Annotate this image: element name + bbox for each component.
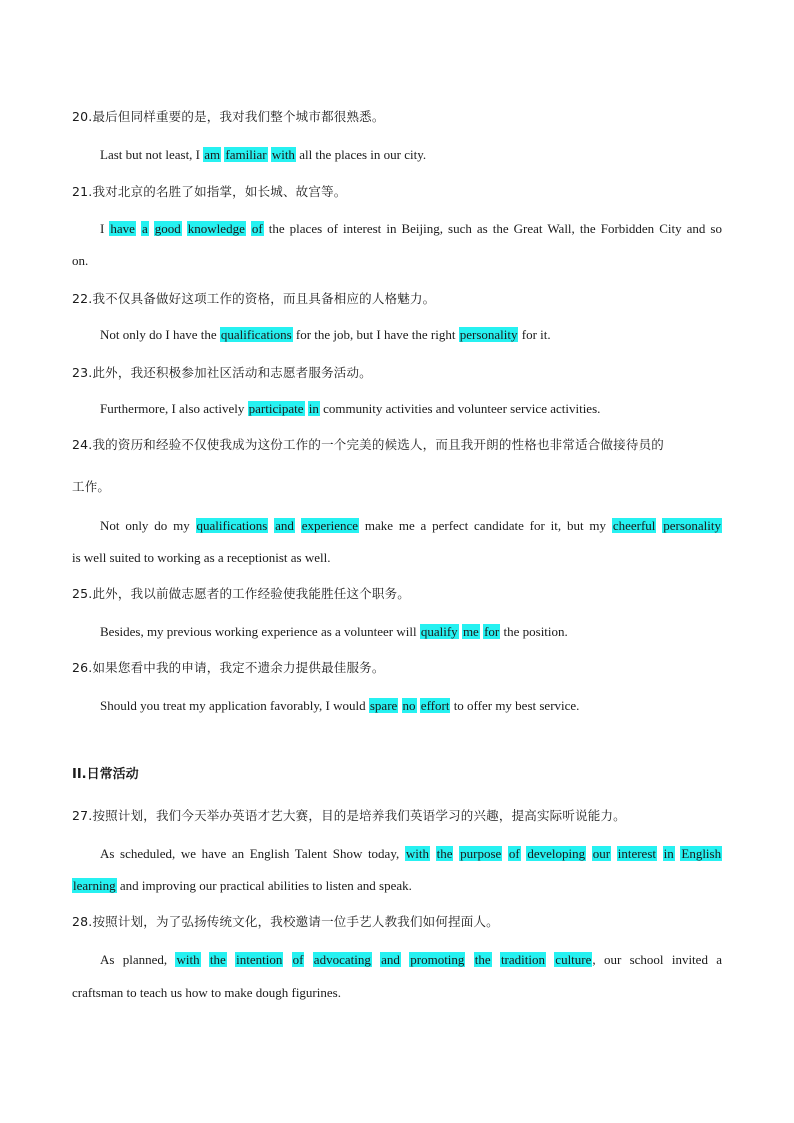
sentence-text xyxy=(401,952,409,967)
highlighted-phrase: no xyxy=(402,698,416,713)
sentence-text: Not only do my xyxy=(100,518,196,533)
english-translation xyxy=(100,326,722,343)
english-translation xyxy=(100,400,722,417)
sentence-text: make me a perfect candidate for it, but my xyxy=(359,518,612,533)
sentence-text xyxy=(201,952,209,967)
english-translation xyxy=(100,697,722,714)
sentence-text: Should you treat my application favorably, I would xyxy=(100,698,369,713)
sentence-text: for it. xyxy=(518,327,551,342)
highlighted-phrase: of xyxy=(292,952,304,967)
sentence-text xyxy=(465,952,473,967)
chinese-prompt: 20.最后但同样重要的是，我对我们整个城市都很熟悉。 xyxy=(72,109,385,124)
english-translation xyxy=(72,984,722,1001)
highlighted-phrase: interest xyxy=(617,846,656,861)
sentence-text: I xyxy=(100,221,110,236)
chinese-prompt: 28.按照计划，为了弘扬传统文化，我校邀请一位手艺人教我们如何捏面人。 xyxy=(72,914,499,929)
highlighted-phrase: spare xyxy=(369,698,398,713)
chinese-prompt: 21.我对北京的名胜了如指掌，如长城、故宫等。 xyxy=(72,184,347,199)
english-translation xyxy=(100,623,722,640)
sentence-text: As scheduled, we have an English Talent Show today, xyxy=(100,846,405,861)
highlighted-phrase: with xyxy=(271,147,295,162)
highlighted-phrase: intention xyxy=(236,952,283,967)
sentence-text: Besides, my previous working experience as a volunteer will xyxy=(100,624,420,639)
highlighted-phrase: participate xyxy=(248,401,304,416)
english-translation xyxy=(72,877,722,894)
sentence-text xyxy=(611,846,617,861)
highlighted-phrase: purpose xyxy=(460,846,502,861)
highlighted-phrase: of xyxy=(508,846,520,861)
highlighted-phrase: advocating xyxy=(313,952,371,967)
sentence-text: on. xyxy=(72,253,89,268)
sentence-text: , our school invited a xyxy=(592,952,723,967)
sentence-text: Last but not least, I xyxy=(100,147,204,162)
highlighted-phrase: qualifications xyxy=(220,327,292,342)
sentence-text xyxy=(657,846,663,861)
highlighted-phrase: a xyxy=(141,221,148,236)
highlighted-phrase: the xyxy=(436,846,453,861)
highlighted-phrase: the xyxy=(209,952,226,967)
highlighted-phrase: and xyxy=(381,952,400,967)
highlighted-phrase: in xyxy=(308,401,319,416)
sentence-text: Not only do I have the xyxy=(100,327,220,342)
highlighted-phrase: for xyxy=(484,624,500,639)
english-translation xyxy=(100,146,722,163)
chinese-prompt: 24.我的资历和经验不仅使我成为这份工作的一个完美的候选人，而且我开朗的性格也非常适合做接待员的 xyxy=(72,437,664,452)
highlighted-phrase: me xyxy=(462,624,479,639)
english-translation xyxy=(72,252,722,269)
highlighted-phrase: personality xyxy=(663,518,722,533)
sentence-text xyxy=(283,952,291,967)
sentence-text xyxy=(430,846,436,861)
highlighted-phrase: have xyxy=(110,221,135,236)
highlighted-phrase: personality xyxy=(459,327,518,342)
highlighted-phrase: developing xyxy=(527,846,586,861)
sentence-text: community activities and volunteer service activities. xyxy=(319,401,601,416)
highlighted-phrase: in xyxy=(663,846,674,861)
sentence-text: the position. xyxy=(500,624,568,639)
chinese-prompt: 27.按照计划，我们今天举办英语才艺大赛，目的是培养我们英语学习的兴趣，提高实际听说能力。 xyxy=(72,808,626,823)
highlighted-phrase: with xyxy=(405,846,429,861)
english-translation xyxy=(72,549,722,566)
chinese-prompt: 22.我不仅具备做好这项工作的资格，而且具备相应的人格魅力。 xyxy=(72,291,436,306)
highlighted-phrase: effort xyxy=(420,698,450,713)
sentence-text: the places of interest in Beijing, such as the Great Wall, the Forbidden City and so xyxy=(263,221,722,236)
highlighted-phrase: cheerful xyxy=(612,518,656,533)
highlighted-phrase: am xyxy=(204,147,221,162)
english-translation xyxy=(100,517,722,534)
sentence-text: is well suited to working as a receptionist as well. xyxy=(72,550,331,565)
highlighted-phrase: our xyxy=(592,846,611,861)
chinese-prompt: 26.如果您看中我的申请，我定不遗余力提供最佳服务。 xyxy=(72,660,385,675)
sentence-text xyxy=(372,952,380,967)
sentence-text xyxy=(492,952,500,967)
sentence-text: As planned, xyxy=(100,952,176,967)
highlighted-phrase: culture xyxy=(555,952,592,967)
highlighted-phrase: with xyxy=(176,952,200,967)
sentence-text xyxy=(227,952,235,967)
english-translation xyxy=(100,845,722,862)
sentence-text xyxy=(295,518,301,533)
english-translation xyxy=(100,951,722,968)
chinese-prompt: 23.此外，我还积极参加社区活动和志愿者服务活动。 xyxy=(72,365,372,380)
highlighted-phrase: English xyxy=(681,846,722,861)
highlighted-phrase: experience xyxy=(301,518,359,533)
highlighted-phrase: good xyxy=(154,221,181,236)
section-heading: II.日常活动 xyxy=(72,767,139,782)
highlighted-phrase: knowledge xyxy=(187,221,245,236)
highlighted-phrase: learning xyxy=(73,878,116,893)
highlighted-phrase: qualifications xyxy=(196,518,268,533)
sentence-text: and improving our practical abilities to listen and speak. xyxy=(116,878,412,893)
chinese-prompt-continued: 工作。 xyxy=(72,479,111,494)
highlighted-phrase: promoting xyxy=(410,952,465,967)
chinese-prompt: 25.此外，我以前做志愿者的工作经验使我能胜任这个职务。 xyxy=(72,586,410,601)
sentence-text: craftsman to teach us how to make dough figurines. xyxy=(72,985,341,1000)
sentence-text: Furthermore, I also actively xyxy=(100,401,248,416)
sentence-text: for the job, but I have the right xyxy=(292,327,459,342)
highlighted-phrase: and xyxy=(275,518,294,533)
sentence-text: all the places in our city. xyxy=(295,147,427,162)
english-translation xyxy=(100,220,722,237)
highlighted-phrase: familiar xyxy=(225,147,267,162)
highlighted-phrase: the xyxy=(474,952,491,967)
sentence-text xyxy=(149,221,154,236)
highlighted-phrase: qualify xyxy=(420,624,458,639)
highlighted-phrase: tradition xyxy=(500,952,545,967)
sentence-text xyxy=(586,846,592,861)
sentence-text xyxy=(304,952,312,967)
sentence-text: to offer my best service. xyxy=(450,698,580,713)
highlighted-phrase: of xyxy=(251,221,263,236)
